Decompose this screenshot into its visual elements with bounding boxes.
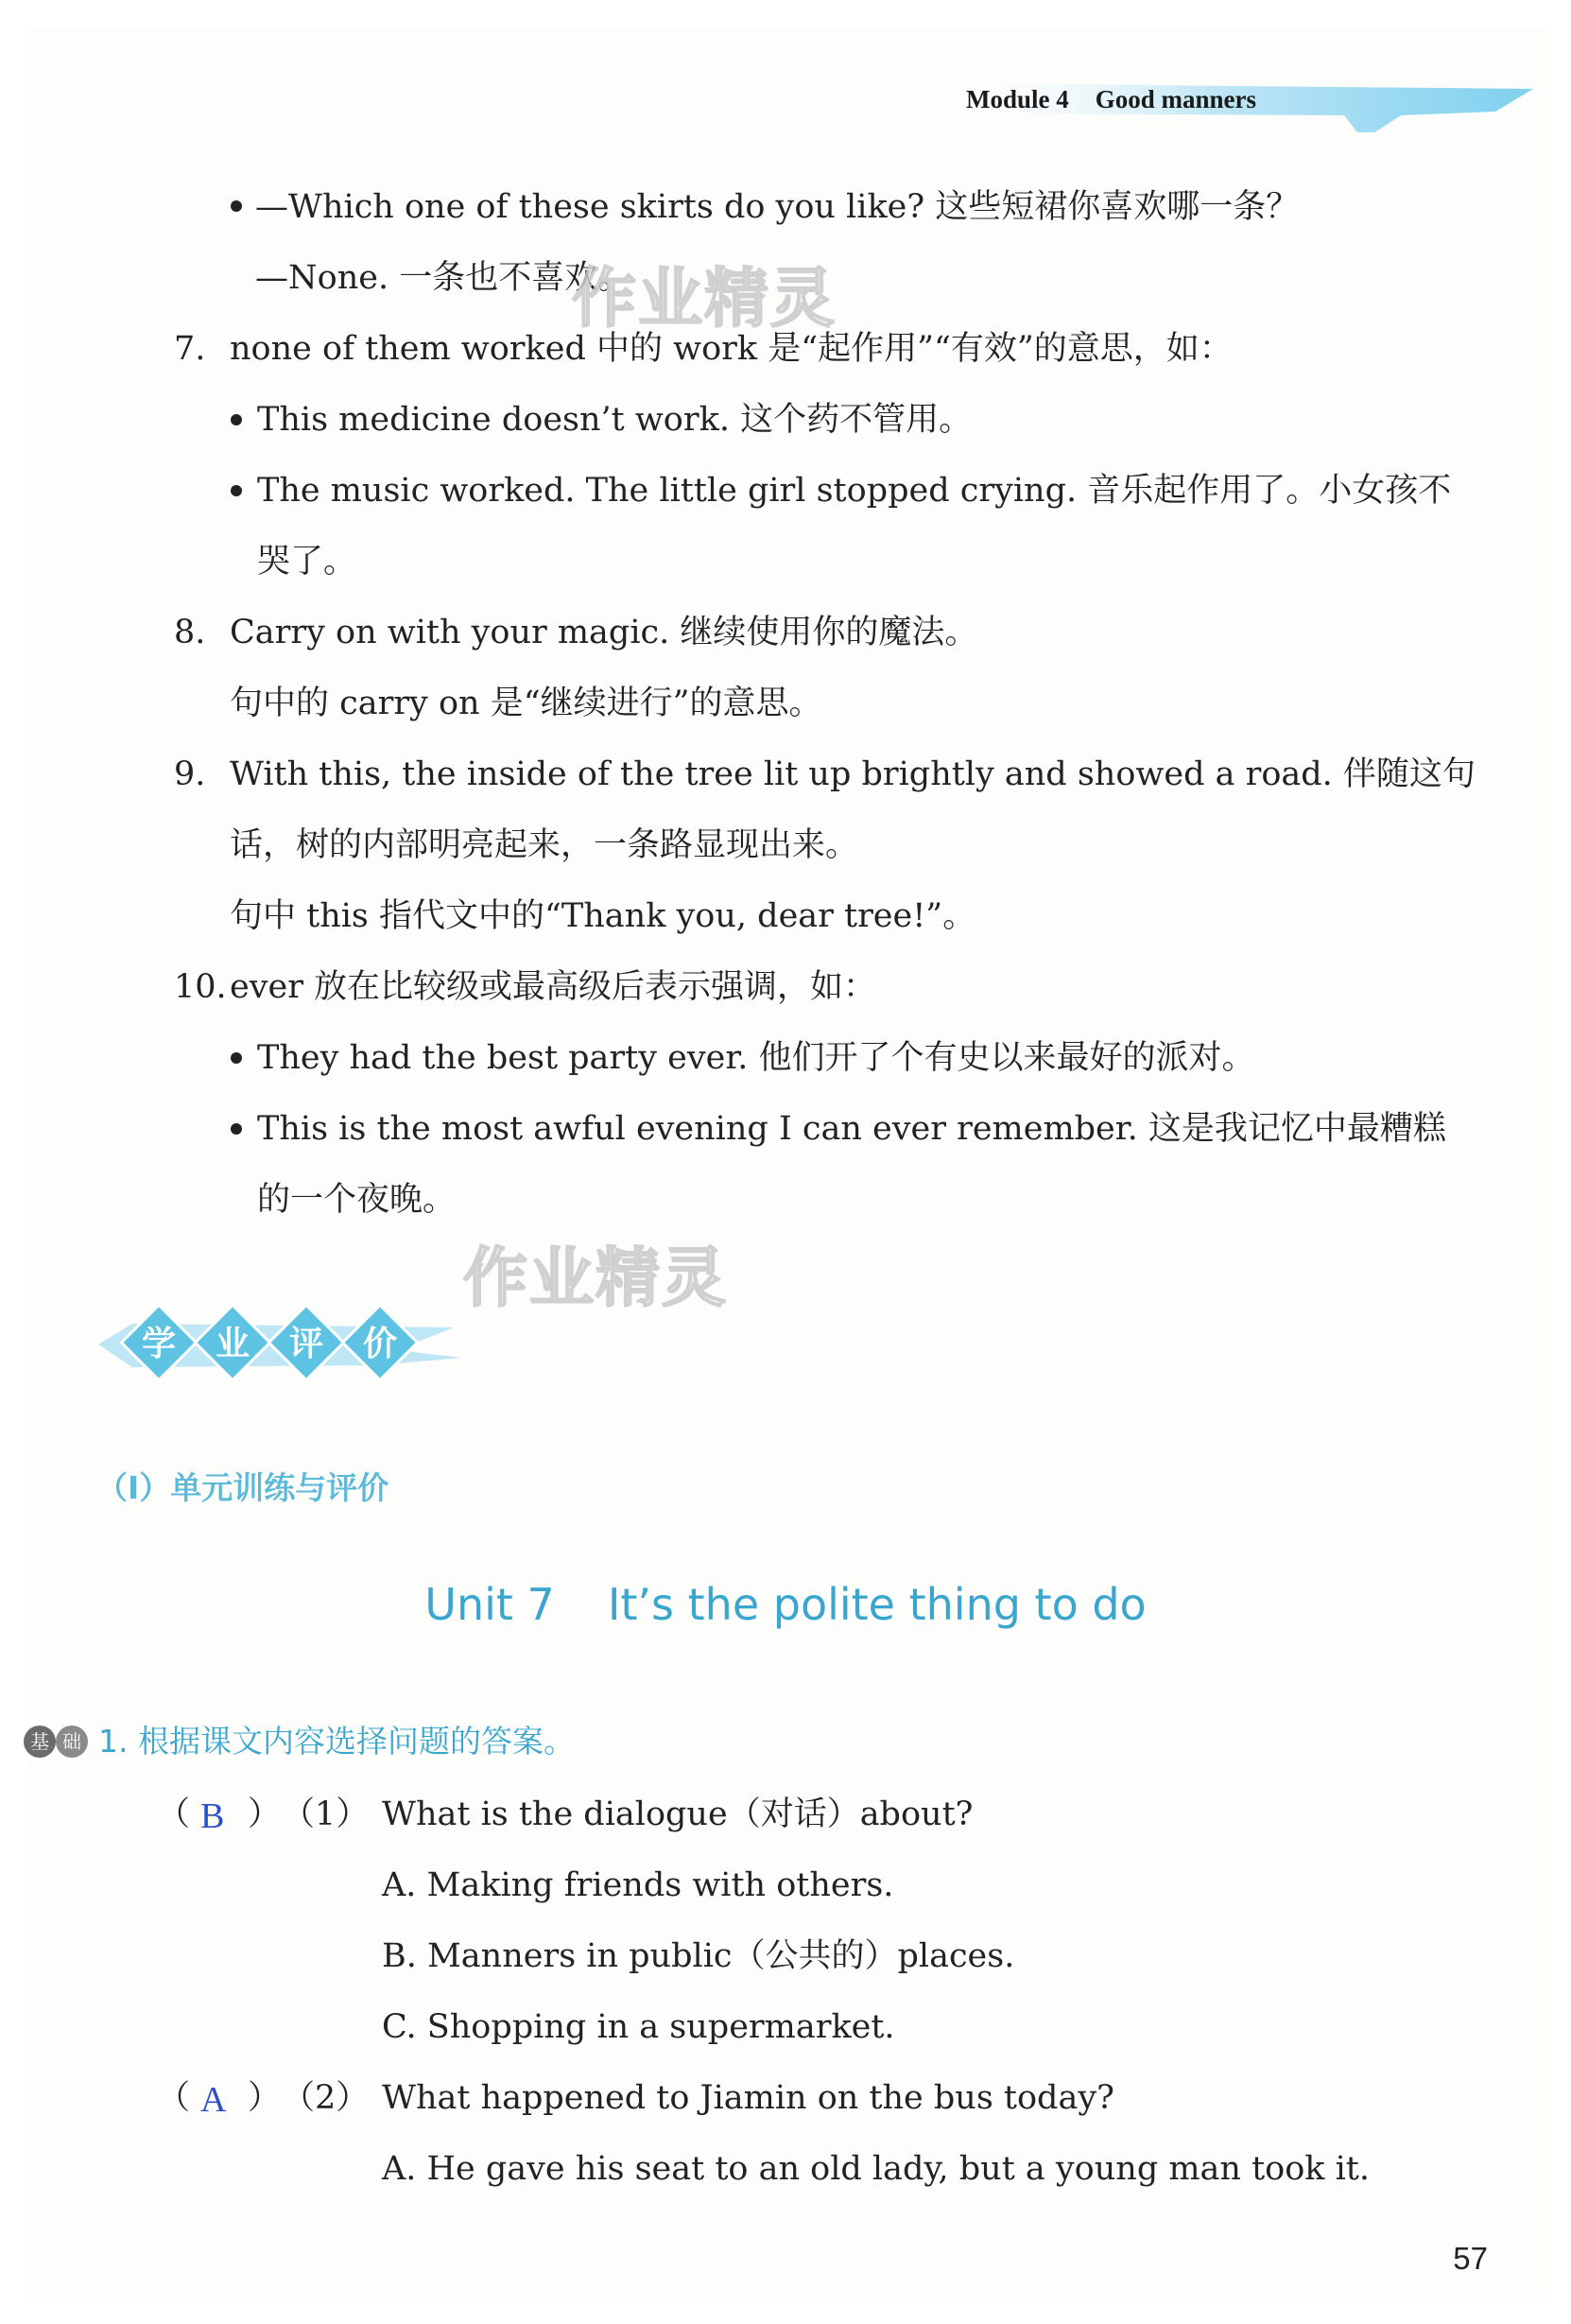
watermark: 作业精灵 [463,1241,729,1316]
option: C. Shopping in a supermarket. [382,2008,895,2046]
banner-char: 业 [215,1325,250,1363]
answer-paren-open: （ [157,2079,191,2117]
banner-char: 学 [141,1325,177,1363]
question-title: 1. 根据课文内容选择问题的答案。 [98,1723,575,1760]
watermark: 作业精灵 [572,262,837,337]
answer-paren-close: ） [248,1795,282,1833]
unit-title [0,1579,1571,1630]
item10-bullet2-line1: This is the most awful evening I can ever remember. 这是我记忆中最糟糕 [257,1110,1446,1148]
question-label: （2） [282,2079,370,2117]
option: A. He gave his seat to an old lady, but a young man took it. [382,2150,1370,2188]
question-label: （1） [282,1795,370,1833]
item8-text: Carry on with your magic. 继续使用你的魔法。 [230,614,978,651]
section-banner [95,1295,473,1403]
item7-bullet2-line2: 哭了。 [257,543,357,581]
banner-char: 价 [362,1325,398,1363]
item8-line2: 句中的 carry on 是“继续进行”的意思。 [230,685,822,722]
bullet [231,485,242,496]
item9-text: With this, the inside of the tree lit up brightly and showed a road. 伴随这句 [230,755,1476,793]
answer-value: A [200,2080,227,2120]
answer-paren-open: （ [157,1795,191,1833]
module-label: Module 4 [966,85,1069,113]
basic-badge [21,1721,96,1766]
item7-text: none of them worked 中的 work 是“起作用”“有效”的意思，如： [230,330,1233,368]
answer-value: B [200,1796,225,1836]
option: A. Making friends with others. [382,1866,894,1904]
badge-char-2: 础 [62,1730,81,1753]
section-label: （Ⅰ）单元训练与评价 [96,1469,389,1506]
item10-text: ever 放在比较级或最高级后表示强调，如： [230,968,877,1006]
banner-char: 评 [288,1325,324,1363]
unit-number: Unit 7 [424,1579,555,1630]
item10-bullet1: They had the best party ever. 他们开了个有史以来最好的派对。 [257,1039,1255,1077]
badge-char-1: 基 [30,1730,49,1753]
bullet [231,1052,242,1064]
item-number: 10. [174,968,227,1006]
answer-paren-close: ） [248,2079,282,2117]
bullet [231,1123,242,1135]
note-skirts-answer: —None. 一条也不喜欢。 [255,259,631,297]
item9-line3: 句中 this 指代文中的“Thank you, dear tree!”。 [230,897,976,935]
question-text: What happened to Jiamin on the bus today? [382,2079,1114,2117]
item-number: 9. [174,755,206,793]
item10-bullet2-line2: 的一个夜晚。 [257,1181,457,1219]
item7-bullet2-line1: The music worked. The little girl stopped crying. 音乐起作用了。小女孩不 [257,472,1452,510]
bullet [231,200,242,212]
module-topic: Good manners [1095,85,1257,113]
item9-line2: 话，树的内部明亮起来，一条路显现出来。 [230,826,859,864]
item-number: 7. [174,330,206,368]
item-number: 8. [174,614,206,651]
note-skirts-question: —Which one of these skirts do you like? 这些短裙你喜欢哪一条？ [255,188,1300,226]
item7-bullet1: This medicine doesn’t work. 这个药不管用。 [257,401,973,439]
bullet [231,414,242,425]
banner-graphic [95,1295,473,1399]
module-header [834,57,1552,132]
option: B. Manners in public（公共的）places. [382,1937,1015,1975]
page-number: 57 [1453,2241,1488,2276]
question-text: What is the dialogue（对话）about? [382,1795,974,1833]
unit-name: It’s the polite thing to do [607,1579,1147,1630]
